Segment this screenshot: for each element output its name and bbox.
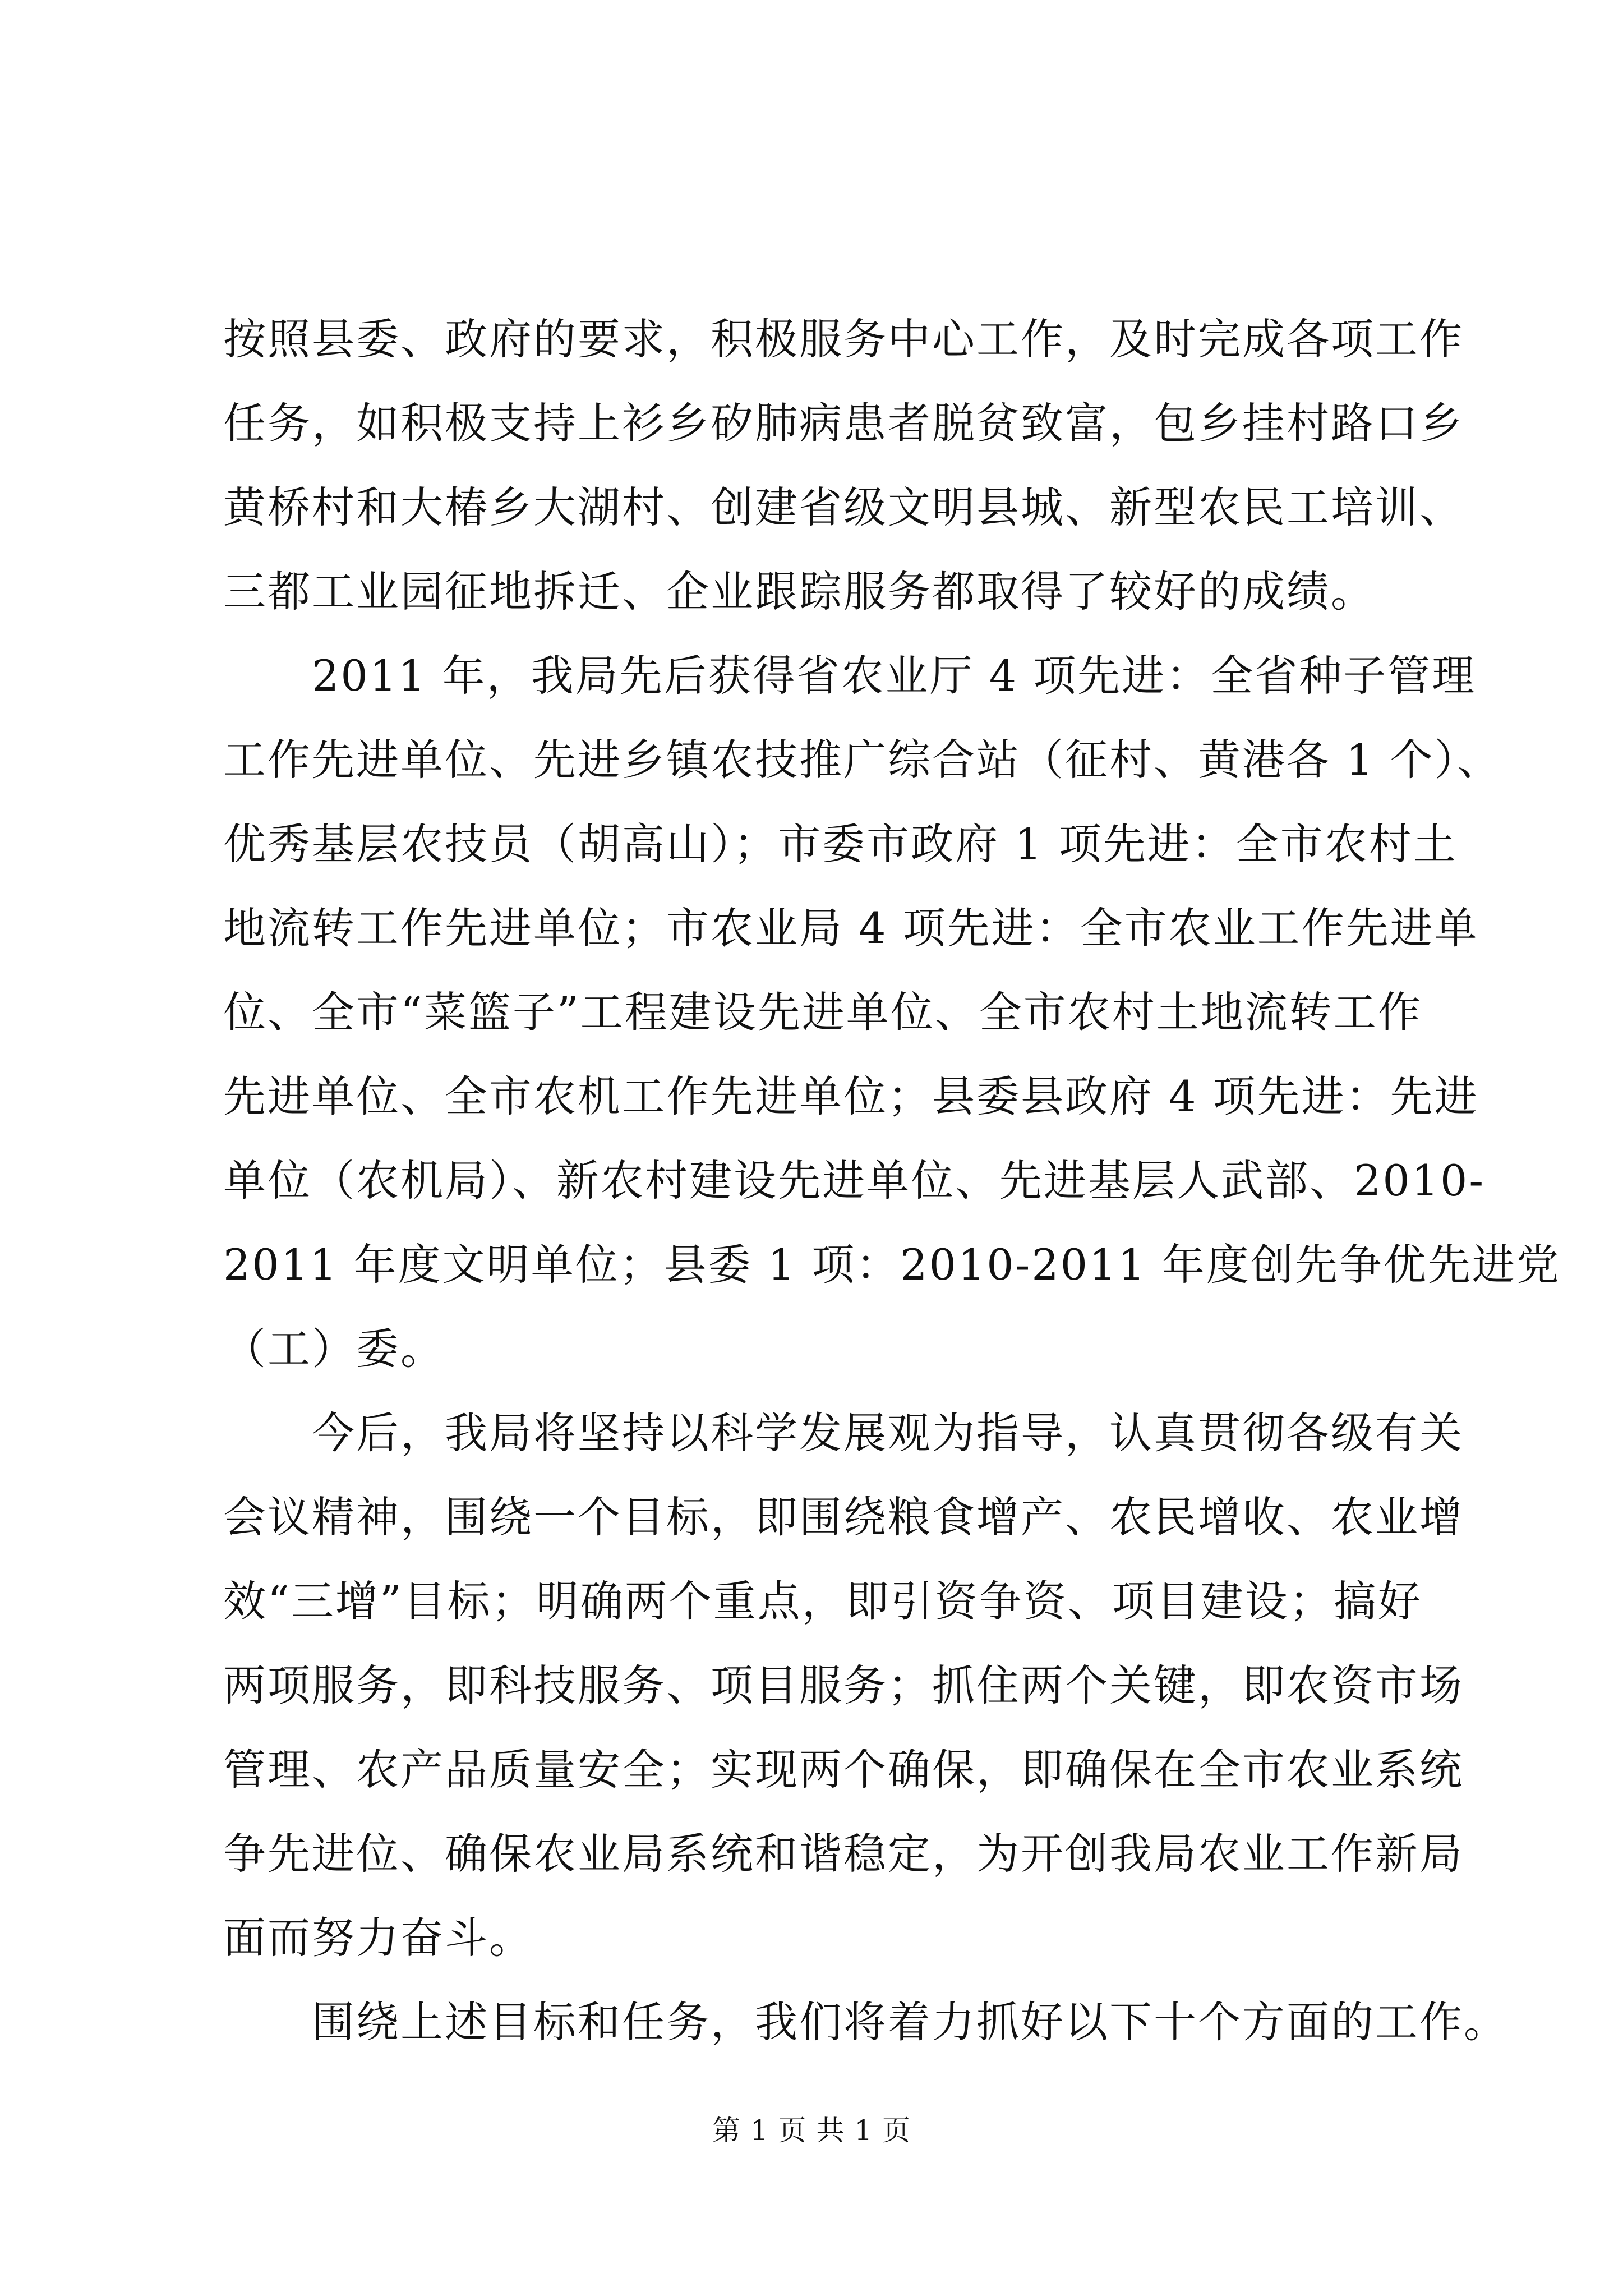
text-line: 会议精神，围绕一个目标，即围绕粮食增产、农民增收、农业增	[223, 1492, 1464, 1542]
text-line: 单位（农机局）、新农村建设先进单位、先进基层人武部、2010-	[223, 1156, 1486, 1205]
text-line: 两项服务，即科技服务、项目服务；抓住两个关键，即农资市场	[223, 1660, 1464, 1710]
text-line: 2011 年，我局先后获得省农业厅 4 项先进：全省种子管理	[223, 651, 1477, 701]
text-line: 三都工业园征地拆迁、企业跟踪服务都取得了较好的成绩。	[223, 567, 1375, 616]
text-line: 管理、农产品质量安全；实现两个确保，即确保在全市农业系统	[223, 1745, 1464, 1795]
text-line: 2011 年度文明单位；县委 1 项：2010-2011 年度创先争优先进党	[223, 1240, 1561, 1290]
text-line: 黄桥村和大椿乡大湖村、创建省级文明县城、新型农民工培训、	[223, 482, 1464, 532]
text-line: 优秀基层农技员（胡高山）；市委市政府 1 项先进：全市农村土	[223, 819, 1458, 869]
text-line: 地流转工作先进单位；市农业局 4 项先进：全市农业工作先进单	[223, 903, 1479, 953]
text-line: 争先进位、确保农业局系统和谐稳定，为开创我局农业工作新局	[223, 1829, 1464, 1879]
text-line: 面而努力奋斗。	[223, 1913, 533, 1963]
page-number-label: 第 1 页 共 1 页	[712, 2114, 911, 2147]
page-footer	[0, 2108, 1623, 2148]
document-body	[223, 297, 1561, 2064]
text-line: 效“三增”目标；明确两个重点，即引资争资、项目建设；搞好	[223, 1576, 1422, 1626]
text-line: 围绕上述目标和任务，我们将着力抓好以下十个方面的工作。	[223, 1997, 1508, 2047]
text-line: 今后，我局将坚持以科学发展观为指导，认真贯彻各级有关	[223, 1408, 1464, 1458]
text-line: 按照县委、政府的要求，积极服务中心工作，及时完成各项工作	[223, 314, 1464, 364]
text-line: 任务，如积极支持上衫乡矽肺病患者脱贫致富，包乡挂村路口乡	[223, 398, 1464, 448]
text-line: 位、全市“菜篮子”工程建设先进单位、全市农村土地流转工作	[223, 987, 1422, 1037]
text-line: 工作先进单位、先进乡镇农技推广综合站（征村、黄港各 1 个）、	[223, 735, 1502, 785]
text-line: （工）委。	[223, 1324, 445, 1374]
text-line: 先进单位、全市农机工作先进单位；县委县政府 4 项先进：先进	[223, 1071, 1479, 1121]
